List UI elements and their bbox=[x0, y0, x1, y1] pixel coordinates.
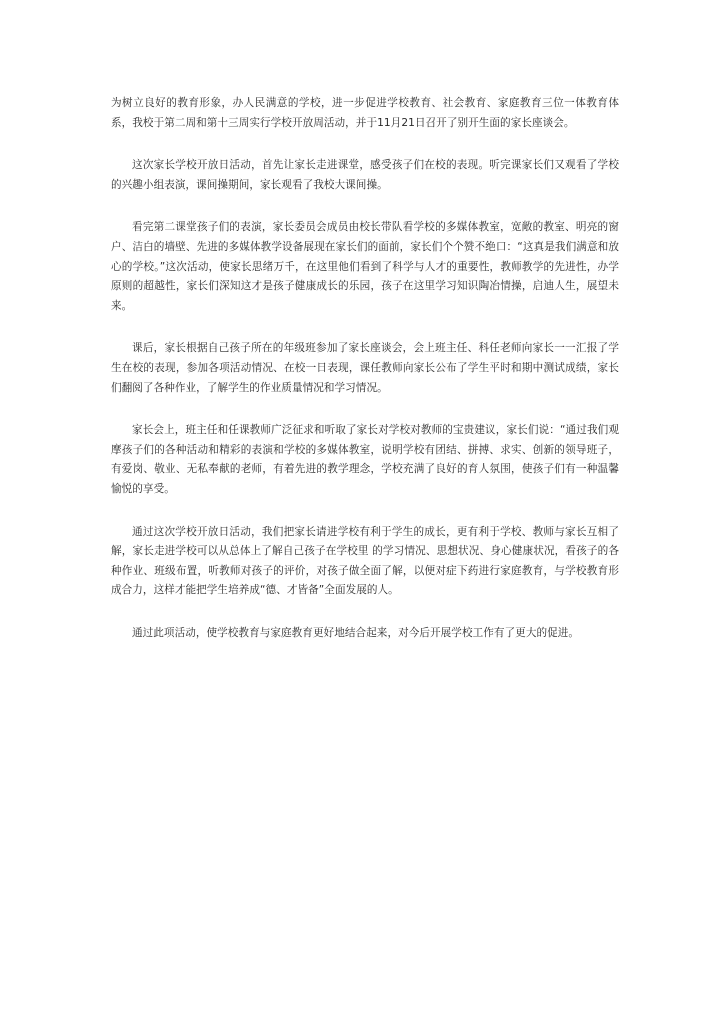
paragraph-conclusion: 通过此项活动，使学校教育与家庭教育更好地结合起来，对今后开展学校工作有了更大的促进。 bbox=[132, 626, 580, 639]
paragraph-multimedia-tour: 看完第二课堂孩子们的表演，家长委员会成员由校长带队看学校的多媒体教室，宽敞的教室、明亮的窗户、洁白的墙壁、先进的多媒体教学设备展现在家长们的面前，家长们个个赞不绝口：“这真是我们满意和放心的学校。”这次活动，使家长思绪万千，在这里他们看到了科学与人才的重要性，教师教学的先进性，办学原则的超越性，家长们深知这才是孩子健康成长的乐园，孩子在这里学习知识陶冶情操，启迪人生，展望未来。 bbox=[111, 221, 619, 312]
paragraph-parent-feedback: 家长会上，班主任和任课教师广泛征求和听取了家长对学校对教师的宝贵建议，家长们说：“通过我们观摩孩子们的各种活动和精彩的表演和学校的多媒体教室，说明学校有团结、拼搏、求实、创新的领导班子，有爱岗、敬业、无私奉献的老师，有着先进的教学理念，学校充满了良好的育人氛围，使孩子们有一种温馨愉悦的享受。 bbox=[111, 424, 619, 495]
paragraph-intro: 为树立良好的教育形象，办人民满意的学校，进一步促进学校教育、社会教育、家庭教育三位一体教育体系，我校于第二周和第十三周实行学校开放周活动，并于11月21日召开了别开生面的家长座谈会。 bbox=[111, 97, 619, 129]
document-body bbox=[111, 94, 619, 666]
paragraph-parent-meeting: 课后，家长根据自己孩子所在的年级班参加了家长座谈会，会上班主任、科任老师向家长一一汇报了学生在校的表现，参加各项活动情况、在校一日表现，课任教师向家长公布了学生平时和期中测试成绩，家长们翻阅了各种作业，了解学生的作业质量情况和学习情况。 bbox=[111, 342, 619, 394]
paragraph-benefits: 通过这次学校开放日活动，我们把家长请进学校有利于学生的成长，更有利于学校、教师与家长互相了解，家长走进学校可以从总体上了解自己孩子在学校里 的学习情况、思想状况、身心健康状况，看孩子的各种作业、班级布置，听教师对孩子的评价，对孩子做全面了解，以便对症下药进行家庭教育，与学校教育形成合力，这样才能把学生培养成“德、才皆备”全面发展的人。 bbox=[111, 525, 619, 597]
paragraph-open-day: 这次家长学校开放日活动，首先让家长走进课堂，感受孩子们在校的表现。听完课家长们又观看了学校的兴趣小组表演，课间操期间，家长观看了我校大课间操。 bbox=[111, 159, 619, 191]
